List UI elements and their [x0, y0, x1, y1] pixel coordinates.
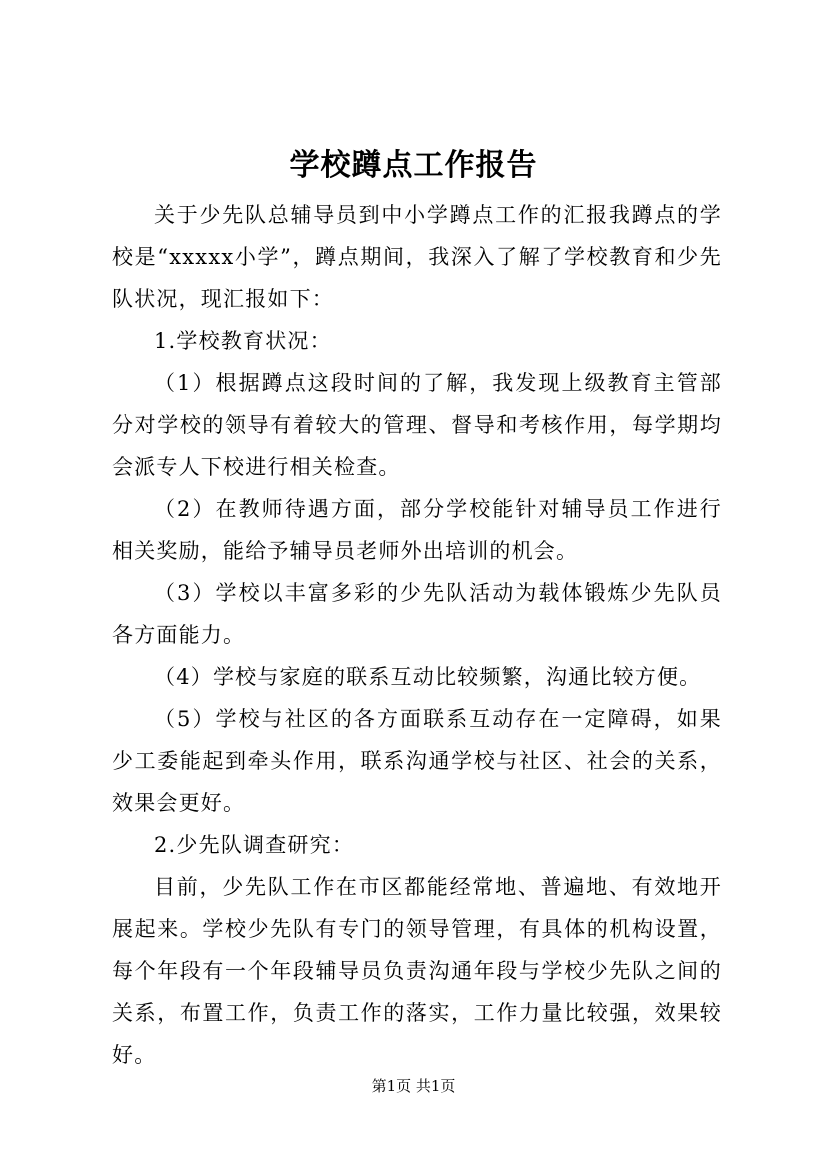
paragraph-item-4: （4）学校与家庭的联系互动比较频繁，沟通比较方便。 [154, 665, 702, 689]
paragraph-pioneers-research: 目前，少先队工作在市区都能经常地、普遍地、有效地开展起来。学校少先队有专门的领导管理，有具体的机构设置，每个年段有一个年段辅导员负责沟通年段与学校少先队之间的关系，布置工作，负责工作的落实，工作力量比较强，效果较好。 [112, 875, 722, 1067]
paragraph-item-2: （2）在教师待遇方面，部分学校能针对辅导员工作进行相关奖励，能给予辅导员老师外出培训的机会。 [112, 497, 722, 563]
paragraph-item-5: （5）学校与社区的各方面联系互动存在一定障碍，如果少工委能起到牵头作用，联系沟通学校与社区、社会的关系，效果会更好。 [112, 707, 722, 815]
paragraph-intro: 关于少先队总辅导员到中小学蹲点工作的汇报我蹲点的学校是“xxxxx小学”，蹲点期间，我深入了解了学校教育和少先队状况，现汇报如下： [112, 203, 722, 311]
document-title: 学校蹲点工作报告 [289, 148, 538, 183]
section-heading-school-education: 1.学校教育状况： [154, 329, 332, 353]
paragraph-item-1: （1）根据蹲点这段时间的了解，我发现上级教育主管部分对学校的领导有着较大的管理、督导和考核作用，每学期均会派专人下校进行相关检查。 [112, 371, 722, 479]
document-body [112, 194, 722, 1076]
page-footer: 第1页 共1页 [371, 1077, 456, 1095]
section-heading-young-pioneers: 2.少先队调查研究： [154, 833, 355, 857]
paragraph-item-3: （3）学校以丰富多彩的少先队活动为载体锻炼少先队员各方面能力。 [112, 581, 722, 647]
